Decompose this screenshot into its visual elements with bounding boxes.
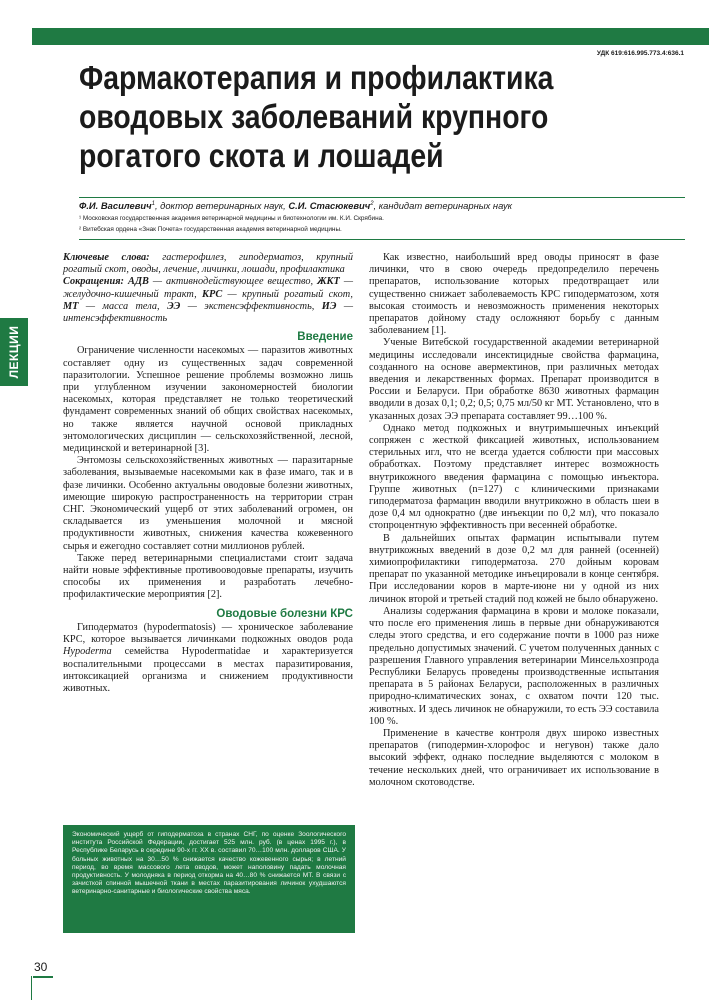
paragraph-text: семейства Hypodermatidae и характеризуется воспалительными процессами в местах паразитирования, интоксикацией организма и снижением продуктивности животных. (63, 646, 353, 694)
abbr-6-text: — интенсэффективность (63, 300, 354, 325)
author-1-name: Ф.И. Василевич (79, 200, 152, 211)
abbr-3: КРС (202, 288, 223, 300)
abbr-2-text: — желудочно-кишечный тракт, (63, 276, 353, 300)
page-number: 30 (34, 960, 48, 974)
abbr-4-text: — масса тела, (78, 300, 167, 312)
authors-rule (79, 239, 685, 240)
abbr-4: МТ (63, 300, 79, 312)
abbr-3-text: — крупный рогатый скот, (222, 288, 353, 300)
abbr-2: ЖКТ (317, 276, 340, 288)
top-green-bar (0, 28, 709, 45)
affiliation-2: ² Витебская ордена «Знак Почета» государственная академия ветеринарной медицины. (79, 226, 342, 233)
udc-code: УДК 619:616.995.773.4:636.1 (596, 50, 684, 57)
abbr-1: АДВ (127, 276, 149, 288)
paragraph: Также перед ветеринарными специалистами стоит задача найти новые эффективные противооводовые препараты, изучить способы их применения и разработать лечебно-профилактические мероприятия [2]. (63, 552, 353, 601)
section-tab-label: ЛЕКЦИИ (7, 325, 21, 379)
author-2-sup: 2 (370, 200, 374, 207)
footer-vertical-rule (31, 976, 32, 1000)
abbr-1-text: — активнодействующее вещество, (148, 276, 318, 288)
paragraph-text: Гиподерматоз (hypodermatosis) — хроническое заболевание КРС, которое вызывается личинками подкожных оводов рода (63, 621, 353, 646)
authors-line (79, 200, 512, 211)
author-2-degree: , кандидат ветеринарных наук (373, 200, 513, 211)
right-column (369, 252, 659, 789)
section-heading-cattle: Оводовые болезни КРС (216, 607, 353, 620)
keywords-label: Ключевые слова: (63, 252, 150, 263)
abbr-6: ИЭ (321, 300, 337, 312)
keywords (63, 252, 353, 276)
abbreviations (63, 276, 353, 325)
paragraph: Ограничение численности насекомых — паразитов животных составляет одну из существенных задач современной паразитологии. Успешное решение проблемы возможно лишь при углубленном изучении закономерностей биологии насекомых, которая представляет не только теоретический фундамент современных знаний об общих свойствах насекомых, но также является научной основой прикладных энтомологических дисциплин — сельскохозяйственной, лесной, медицинской и ветеринарной [3]. (63, 345, 353, 455)
paragraph: Анализы содержания фармацина в крови и молоке показали, что после его применения лишь в первые дни обнаруживаются следы этого средства, и его содержание почти в 1000 раз ниже предельно допустимых значений. С учетом полученных данных с разрешения Главного управления ветеринарии Минсельхозпрода Республики Беларусь проведены производственные испытания препарата в 5 районах Беларуси, расположенных в различных природно-климатических зонах, с охватом почти 120 тыс. животных. И здесь личинок не обнаружили, то есть ЭЭ составила 100 %. (369, 605, 659, 727)
article-title: Фармакотерапия и профилактика оводовых заболеваний крупного рогатого скота и лошадей (79, 59, 554, 174)
abbr-label: Сокращения: (63, 276, 124, 288)
top-bar-gap (0, 28, 32, 45)
paragraph: Однако метод подкожных и внутримышечных инъекций сопряжен с жесткой фиксацией животных, использованием стерильных игл, что не всегда удается соблюсти при массовых обработках. Поэтому представляет интерес возможность внутрикожного введения фармацина с помощью инъектора. Группе животных (n=127) с клиническими признаками гиподерматоза фармацин вводили внутрикожно в область шеи в дозе 0,4 мл однократно (две инъекции по 0,2 мл), что показало стопроцентную эффективность при весенней обработке. (369, 422, 659, 532)
info-box (63, 825, 355, 933)
abbr-5: ЭЭ (166, 300, 181, 312)
author-1-degree: , доктор ветеринарных наук, (154, 200, 289, 211)
paragraph: В дальнейших опытах фармацин испытывали путем внутрикожных введений в дозе 0,2 мл для ранней (осенней) химиопрофилактики гиподерматоза. 270 дойным коровам препарат по указанной методике инъецировали в конце сентября. При исследовании коров в марте-июне ни у одной из них личинок второй и третьей стадий под кожей не было обнаружено. (369, 532, 659, 605)
author-1-sup: 1 (151, 200, 155, 207)
affiliation-1: ¹ Московская государственная академия ветеринарной медицины и биотехнологии им. К.И. Скрябина. (79, 215, 384, 222)
paragraph: Применение в качестве контроля двух широко известных препаратов (гиподермин-хлорофос и негувон) также дало высокий эффект, однако последние выделяются с молоком в течение нескольких дней, что ограничивает их использование в молочном скотоводстве. (369, 727, 659, 788)
section-heading-intro: Введение (297, 331, 353, 344)
paragraph (63, 622, 353, 695)
page-number-rule (33, 976, 53, 978)
genus-name: Hypoderma (63, 646, 112, 658)
abbr-5-text: — экстенсэффективность, (180, 300, 322, 312)
left-column (63, 252, 353, 695)
author-2-name: С.И. Стасюкевич (288, 200, 371, 211)
paragraph: Как известно, наибольший вред оводы приносят в фазе личинки, что в свою очередь предопределило перечень препаратов, использование которых предотвращает или существенно снижает заболеваемость КРС гиподерматозом, хотя высокая стоимость и невозможность применения некоторых препаратов дойному стаду осложняют борьбу с данным заболеванием [1]. (369, 252, 659, 337)
paragraph: Ученые Витебской государственной академии ветеринарной медицины исследовали инсектицидные свойства фармацина, созданного на основе авермектинов, при различных методах введения и лекарственных формах. Препарат производится в России и Беларуси. При обработке 8630 животных фармацин вводили в дозах 0,1; 0,2; 0,5; 0,75 мл/50 кг МТ. Установлено, что в указанных дозах ЭЭ препарата составляет 99…100 %. (369, 337, 659, 422)
title-rule (79, 197, 685, 198)
paragraph: Энтомозы сельскохозяйственных животных — паразитарные заболевания, вызываемые насекомыми как в фазе имаго, так и в фазе личинки. Особенно актуальны оводовые болезни животных, имеющие широкую распространенность на территории стран СНГ. Экономический ущерб от этих заболеваний огромен, он складывается из уменьшения молочной и мясной продуктивности животных, снижения качества кожевенного сырья и ежегодно составляет сотни миллионов рублей. (63, 455, 353, 552)
info-box-text: Экономический ущерб от гиподерматоза в странах СНГ, по оценке Зоологического института Российской Федерации, достигает 525 млн. руб. (в ценах 1995 г.), в Республике Беларусь в середине 90-х гг. ХХ в. составил 70…100 млн. долларов США. У больных животных на 30…50 % снижается качество кожевенного сырья; в летний период, во время массового лета оводов, может наполовину падать молочная продуктивность. У молодняка в период откорма на 40…80 % снижается МТ. В связи с зачисткой спинной мышечной ткани в местах паразитирования личинок ухудшаются ветеринарно-санитарные и биологические свойства мяса. (72, 831, 346, 896)
keywords-text: гастерофилез, гиподерматоз, крупный рогатый скот, оводы, лечение, личинки, лошади, профилактика (63, 252, 353, 276)
